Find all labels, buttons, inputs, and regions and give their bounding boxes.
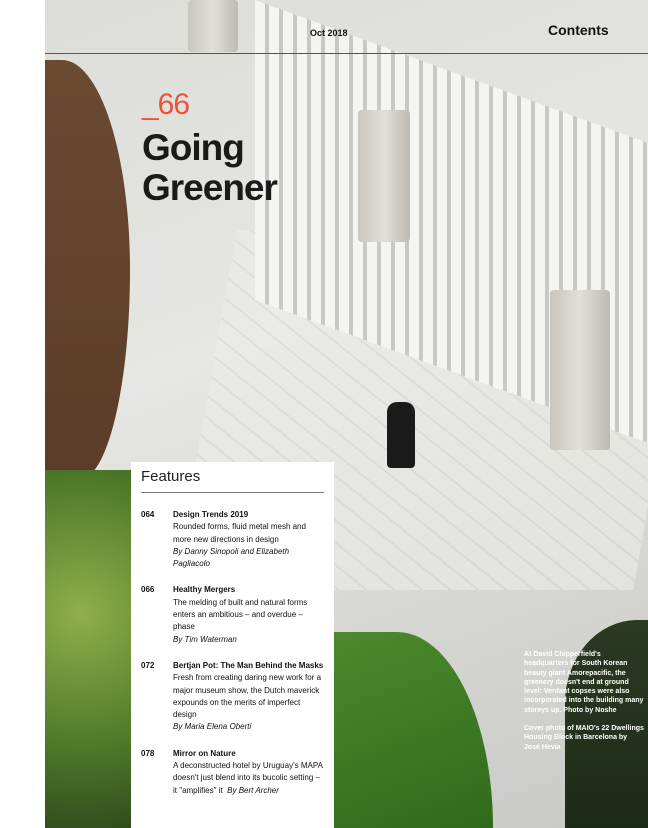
feature-title: Design Trends 2019 bbox=[173, 510, 249, 519]
feature-desc: Fresh from creating daring new work for a major museum show, the Dutch maverick expounds on the merits of imperfect design bbox=[173, 673, 322, 720]
caption-photo: At David Chipperfield's headquarters for South Korean beauty giant Amorepacific, the greenery doesn't end at ground level: Verdant copses were also incorporated into the building many storeys up. Photo by Noshe bbox=[524, 651, 644, 714]
title-line: Going bbox=[142, 127, 244, 168]
photo-lawn bbox=[333, 632, 493, 828]
issue-number: _66 bbox=[142, 88, 190, 121]
title-line: Greener bbox=[142, 167, 277, 208]
caption-cover: Cover photo of MAIO's 22 Dwellings Housing Block in Barcelona by José Hevia bbox=[524, 725, 644, 751]
page-title bbox=[142, 128, 277, 208]
feature-item[interactable] bbox=[141, 660, 324, 734]
photo-person bbox=[387, 402, 415, 468]
feature-byline: By Bert Archer bbox=[227, 785, 279, 795]
photo-soil bbox=[45, 60, 130, 480]
feature-title: Mirror on Nature bbox=[173, 748, 236, 758]
feature-byline: By Tim Waterman bbox=[173, 634, 237, 644]
feature-item[interactable] bbox=[141, 584, 324, 645]
feature-desc: A deconstructed hotel by Uruguay's MAPA doesn't just blend into its bucolic setting – it "amplifies" it bbox=[173, 761, 323, 795]
feature-body bbox=[173, 660, 324, 734]
photo-column bbox=[188, 0, 238, 52]
feature-page: 064 bbox=[141, 510, 155, 519]
photo-tree bbox=[45, 470, 135, 828]
photo-column bbox=[550, 290, 610, 450]
feature-desc: The melding of built and natural forms enters an ambitious – and overdue – phase bbox=[173, 597, 308, 632]
photo-caption bbox=[524, 650, 644, 761]
features-heading: Features bbox=[141, 468, 324, 493]
feature-page: 066 bbox=[141, 585, 155, 595]
header-rule bbox=[45, 53, 648, 54]
issue-date: Oct 2018 bbox=[310, 28, 348, 38]
feature-title: Healthy Mergers bbox=[173, 585, 236, 595]
feature-body bbox=[173, 748, 324, 797]
feature-body bbox=[173, 584, 324, 645]
features-panel bbox=[131, 462, 334, 828]
feature-byline: By Maria Elena Oberti bbox=[173, 722, 252, 732]
feature-title: Bertjan Pot: The Man Behind the Masks bbox=[173, 660, 324, 670]
feature-page: 072 bbox=[141, 660, 155, 670]
section-title: Contents bbox=[548, 22, 609, 38]
feature-desc: Rounded forms, fluid metal mesh and more new directions in design bbox=[173, 522, 306, 544]
feature-byline: By Danny Sinopoli and Elizabeth Pagliacolo bbox=[173, 546, 290, 569]
photo-column bbox=[358, 110, 410, 242]
feature-item[interactable] bbox=[141, 509, 324, 570]
feature-item[interactable] bbox=[141, 748, 324, 797]
feature-page: 078 bbox=[141, 748, 155, 758]
feature-body bbox=[173, 509, 324, 570]
